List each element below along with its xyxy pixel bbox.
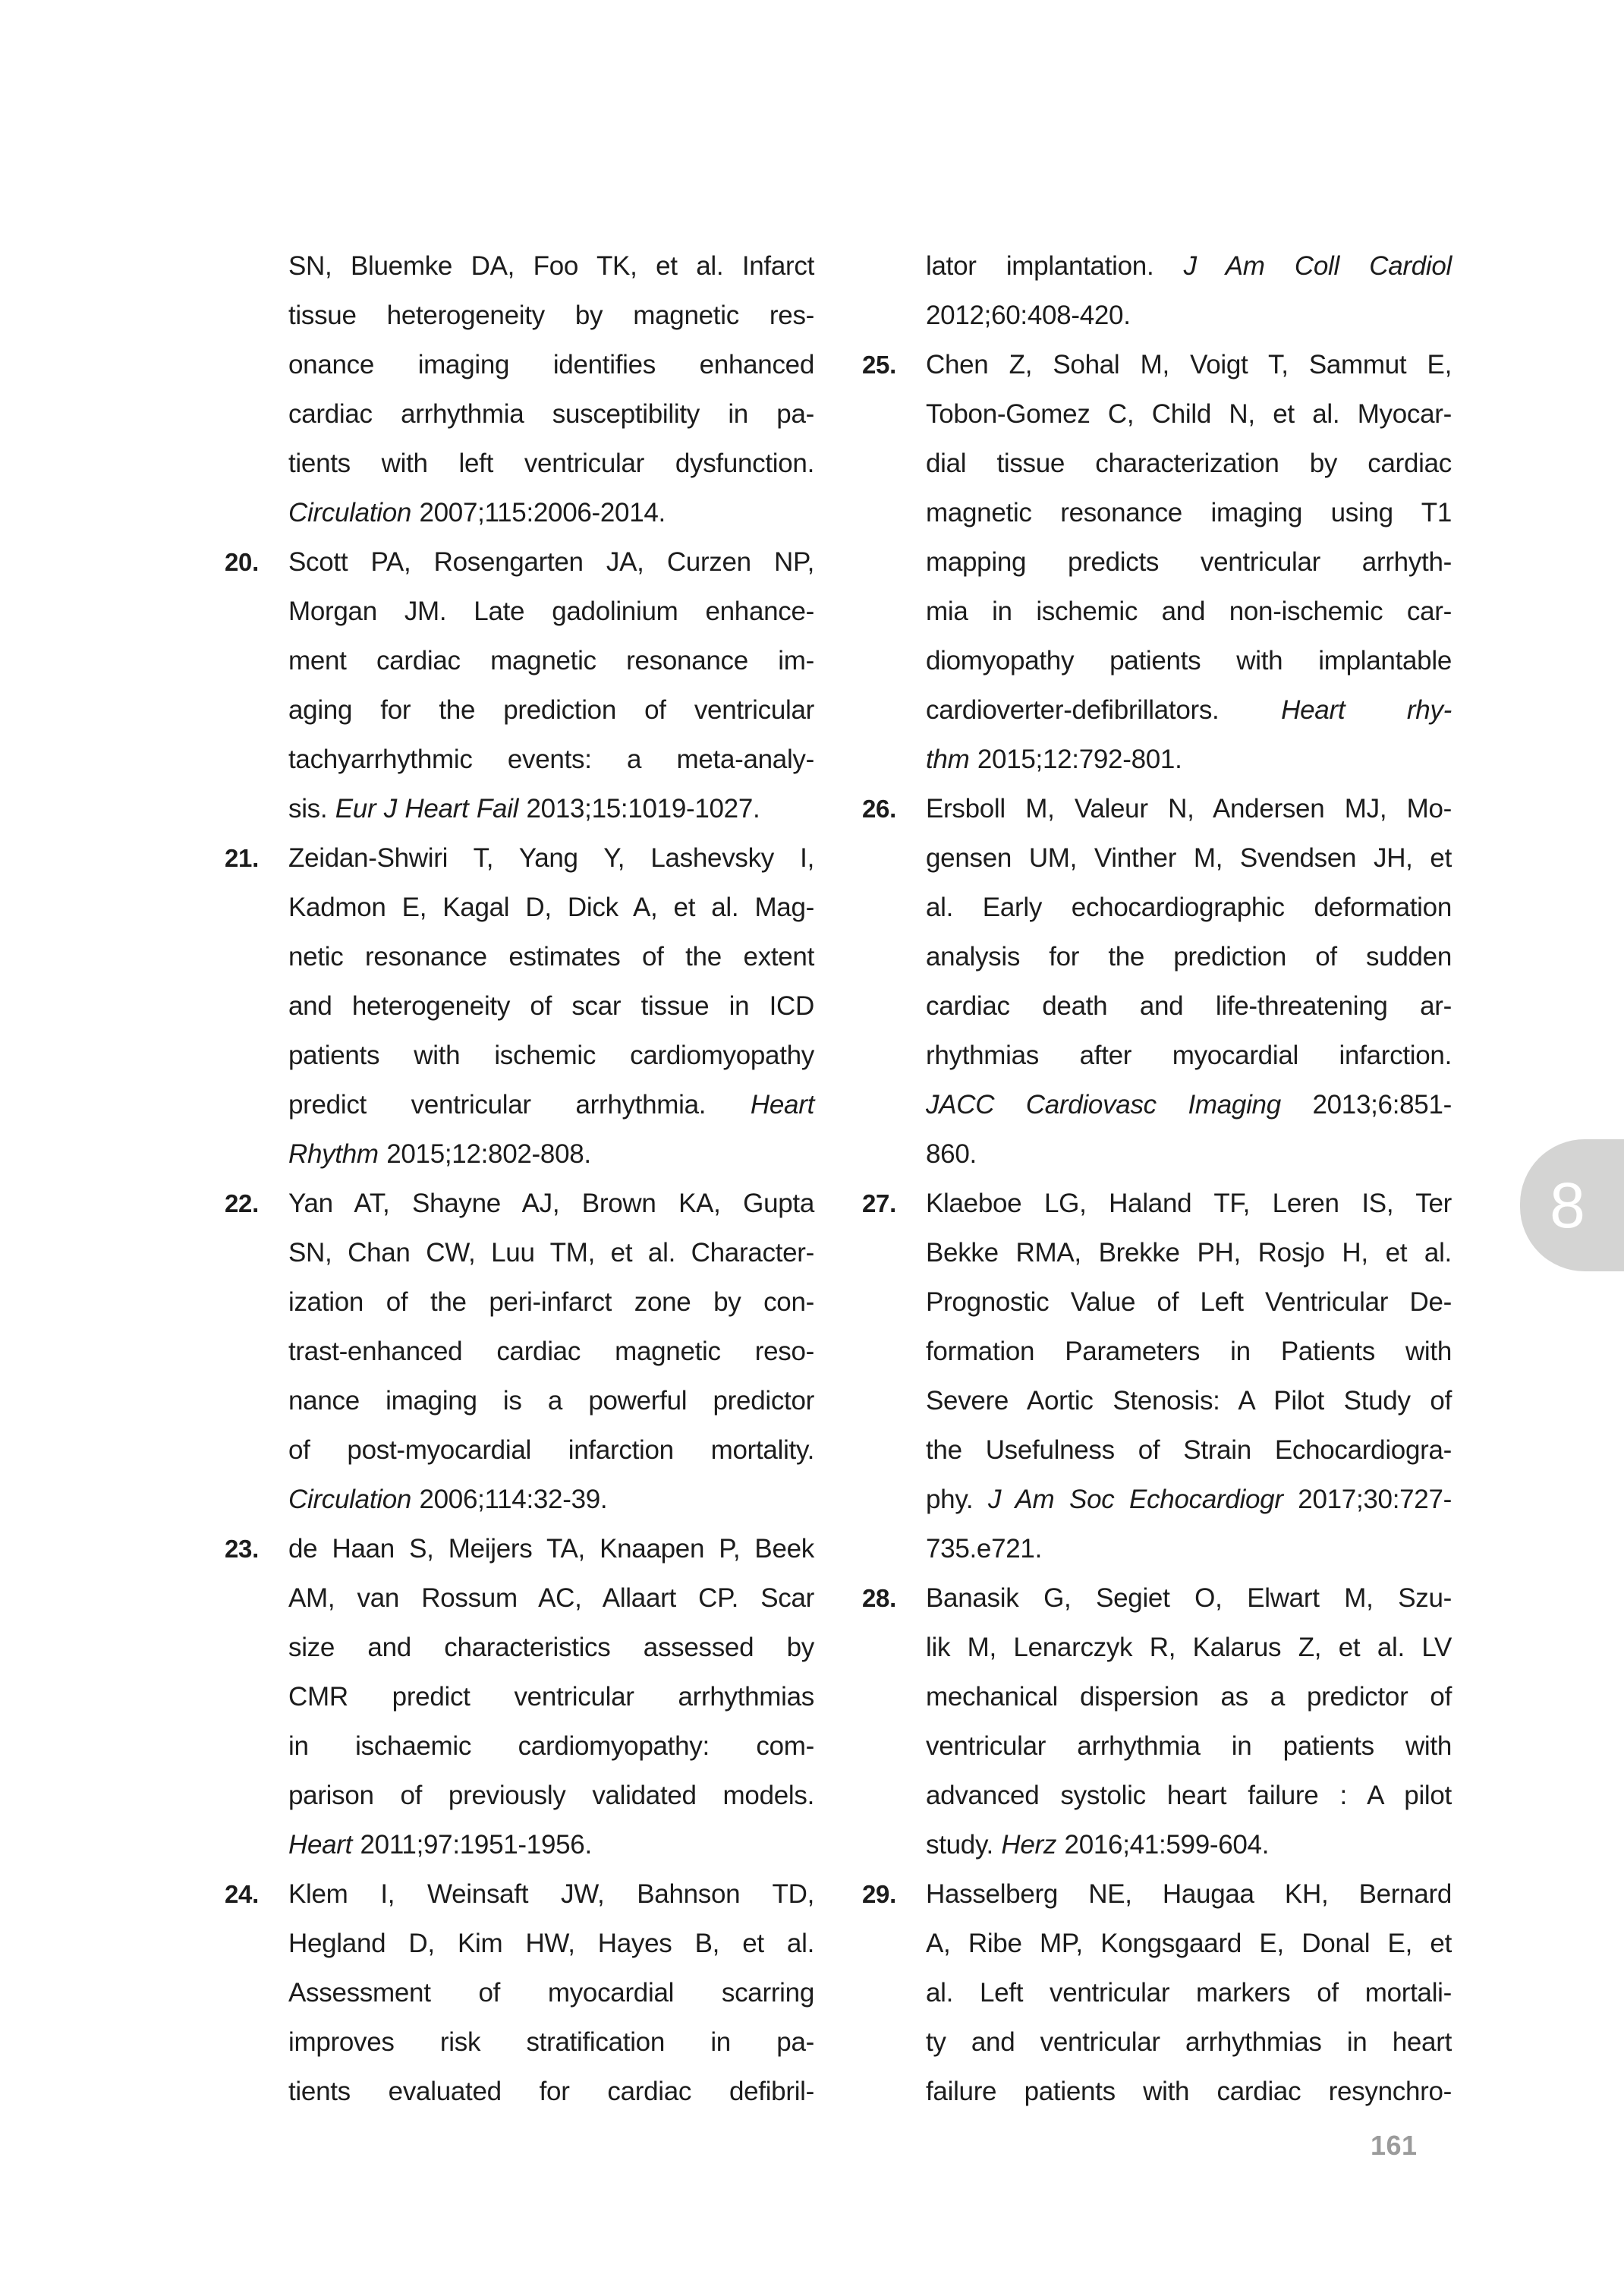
reference-text — [288, 537, 814, 833]
reference-line: the Usefulness of Strain Echocardiogra- — [926, 1435, 1452, 1465]
reference-line: Circulation 2006;114:32-39. — [288, 1485, 608, 1514]
reference-line: mechanical dispersion as a predictor of — [926, 1682, 1452, 1712]
reference-line: mapping predicts ventricular arrhyth- — [926, 547, 1452, 577]
reference-entry — [862, 1573, 1452, 1869]
reference-line: al. Left ventricular markers of mortali- — [926, 1978, 1452, 2008]
reference-text — [288, 241, 814, 537]
reference-entry — [225, 833, 814, 1179]
reference-line: sis. Eur J Heart Fail 2013;15:1019-1027. — [288, 794, 760, 824]
reference-text — [288, 1179, 814, 1524]
reference-number: 28. — [862, 1584, 896, 1612]
reference-entry — [862, 1179, 1452, 1573]
reference-entry — [225, 1524, 814, 1869]
reference-text — [288, 1524, 814, 1869]
reference-line: Assessment of myocardial scarring — [288, 1978, 814, 2008]
reference-line: lik M, Lenarczyk R, Kalarus Z, et al. LV — [926, 1633, 1452, 1662]
reference-line: tachyarrhythmic events: a meta-analy- — [288, 745, 814, 774]
reference-line: tients evaluated for cardiac defibril- — [288, 2077, 814, 2106]
reference-line: JACC Cardiovasc Imaging 2013;6:851- — [926, 1090, 1452, 1120]
reference-line: cardiac death and life-threatening ar- — [926, 991, 1452, 1021]
reference-text — [926, 1179, 1452, 1573]
reference-number: 27. — [862, 1189, 896, 1217]
reference-line: Chen Z, Sohal M, Voigt T, Sammut E, — [926, 350, 1452, 380]
reference-line: thm 2015;12:792-801. — [926, 745, 1182, 774]
reference-line: Klaeboe LG, Haland TF, Leren IS, Ter — [926, 1189, 1452, 1218]
reference-number: 20. — [225, 548, 259, 576]
reference-line: Bekke RMA, Brekke PH, Rosjo H, et al. — [926, 1238, 1452, 1268]
reference-line: phy. J Am Soc Echocardiogr 2017;30:727- — [926, 1485, 1452, 1514]
reference-line: SN, Bluemke DA, Foo TK, et al. Infarct — [288, 251, 814, 281]
reference-line: study. Herz 2016;41:599-604. — [926, 1830, 1270, 1860]
reference-line: ization of the peri-infarct zone by con- — [288, 1287, 814, 1317]
reference-line: Rhythm 2015;12:802-808. — [288, 1139, 591, 1169]
reference-entry — [225, 537, 814, 833]
reference-line: Morgan JM. Late gadolinium enhance- — [288, 597, 814, 626]
reference-line: analysis for the prediction of sudden — [926, 942, 1452, 972]
reference-line: Heart 2011;97:1951-1956. — [288, 1830, 592, 1860]
reference-line: formation Parameters in Patients with — [926, 1337, 1452, 1366]
reference-text — [926, 1869, 1452, 2116]
reference-line: gensen UM, Vinther M, Svendsen JH, et — [926, 843, 1452, 873]
reference-text — [288, 1869, 814, 2116]
reference-line: 860. — [926, 1139, 977, 1169]
reference-number: 29. — [862, 1880, 896, 1908]
reference-line: dial tissue characterization by cardiac — [926, 449, 1452, 478]
reference-line: Kadmon E, Kagal D, Dick A, et al. Mag- — [288, 893, 814, 922]
reference-number: 25. — [862, 351, 896, 379]
references-column-right — [862, 241, 1452, 2116]
reference-entry — [225, 1179, 814, 1524]
reference-line: Severe Aortic Stenosis: A Pilot Study of — [926, 1386, 1452, 1416]
reference-line: lator implantation. J Am Coll Cardiol — [926, 251, 1452, 281]
reference-entry — [862, 1869, 1452, 2116]
reference-line: ment cardiac magnetic resonance im- — [288, 646, 814, 676]
references-column-left — [225, 241, 814, 2116]
reference-line: AM, van Rossum AC, Allaart CP. Scar — [288, 1583, 814, 1613]
reference-number: 21. — [225, 844, 259, 872]
page-number: 161 — [1371, 2130, 1418, 2161]
reference-line: parison of previously validated models. — [288, 1781, 814, 1810]
reference-line: Prognostic Value of Left Ventricular De- — [926, 1287, 1452, 1317]
reference-line: size and characteristics assessed by — [288, 1633, 814, 1662]
reference-line: Zeidan-Shwiri T, Yang Y, Lashevsky I, — [288, 843, 814, 873]
reference-text — [926, 784, 1452, 1179]
reference-line: patients with ischemic cardiomyopathy — [288, 1041, 814, 1070]
reference-line: Klem I, Weinsaft JW, Bahnson TD, — [288, 1879, 814, 1909]
reference-line: 2012;60:408-420. — [926, 301, 1131, 330]
reference-number: 24. — [225, 1880, 259, 1908]
reference-entry — [862, 340, 1452, 784]
reference-line: improves risk stratification in pa- — [288, 2027, 814, 2057]
reference-line: and heterogeneity of scar tissue in ICD — [288, 991, 814, 1021]
reference-line: netic resonance estimates of the extent — [288, 942, 814, 972]
reference-line: aging for the prediction of ventricular — [288, 695, 814, 725]
reference-line: onance imaging identifies enhanced — [288, 350, 814, 380]
reference-entry — [225, 241, 814, 537]
reference-line: ty and ventricular arrhythmias in heart — [926, 2027, 1452, 2057]
reference-line: tients with left ventricular dysfunction. — [288, 449, 814, 478]
reference-number: 26. — [862, 795, 896, 823]
reference-line: trast-enhanced cardiac magnetic reso- — [288, 1337, 814, 1366]
reference-line: mia in ischemic and non-ischemic car- — [926, 597, 1452, 626]
chapter-tab — [1520, 1139, 1624, 1271]
reference-line: cardioverter-defibrillators. Heart rhy- — [926, 695, 1452, 725]
reference-line: tissue heterogeneity by magnetic res- — [288, 301, 814, 330]
reference-line: Hasselberg NE, Haugaa KH, Bernard — [926, 1879, 1452, 1909]
reference-line: of post-myocardial infarction mortality. — [288, 1435, 814, 1465]
reference-number: 22. — [225, 1189, 259, 1217]
reference-line: ventricular arrhythmia in patients with — [926, 1731, 1452, 1761]
reference-text — [926, 241, 1452, 340]
reference-line: rhythmias after myocardial infarction. — [926, 1041, 1452, 1070]
chapter-number: 8 — [1550, 1170, 1585, 1241]
reference-line: magnetic resonance imaging using T1 — [926, 498, 1452, 528]
reference-line: failure patients with cardiac resynchro- — [926, 2077, 1452, 2106]
reference-line: diomyopathy patients with implantable — [926, 646, 1452, 676]
reference-entry — [862, 784, 1452, 1179]
reference-line: de Haan S, Meijers TA, Knaapen P, Beek — [288, 1534, 814, 1564]
reference-text — [926, 1573, 1452, 1869]
reference-line: 735.e721. — [926, 1534, 1043, 1564]
reference-line: in ischaemic cardiomyopathy: com- — [288, 1731, 814, 1761]
reference-line: nance imaging is a powerful predictor — [288, 1386, 814, 1416]
reference-text — [288, 833, 814, 1179]
reference-line: Scott PA, Rosengarten JA, Curzen NP, — [288, 547, 814, 577]
reference-text — [926, 340, 1452, 784]
reference-line: CMR predict ventricular arrhythmias — [288, 1682, 814, 1712]
reference-line: Banasik G, Segiet O, Elwart M, Szu- — [926, 1583, 1452, 1613]
reference-line: SN, Chan CW, Luu TM, et al. Character- — [288, 1238, 814, 1268]
reference-number: 23. — [225, 1535, 259, 1563]
reference-line: cardiac arrhythmia susceptibility in pa- — [288, 399, 814, 429]
reference-line: al. Early echocardiographic deformation — [926, 893, 1452, 922]
reference-line: Yan AT, Shayne AJ, Brown KA, Gupta — [288, 1189, 814, 1218]
reference-entry — [862, 241, 1452, 340]
reference-line: Circulation 2007;115:2006-2014. — [288, 498, 666, 528]
reference-line: Hegland D, Kim HW, Hayes B, et al. — [288, 1929, 814, 1958]
reference-line: Tobon-Gomez C, Child N, et al. Myocar- — [926, 399, 1452, 429]
reference-entry — [225, 1869, 814, 2116]
reference-line: A, Ribe MP, Kongsgaard E, Donal E, et — [926, 1929, 1452, 1958]
reference-line: Ersboll M, Valeur N, Andersen MJ, Mo- — [926, 794, 1452, 824]
reference-line: advanced systolic heart failure : A pilot — [926, 1781, 1452, 1810]
reference-line: predict ventricular arrhythmia. Heart — [288, 1090, 814, 1120]
